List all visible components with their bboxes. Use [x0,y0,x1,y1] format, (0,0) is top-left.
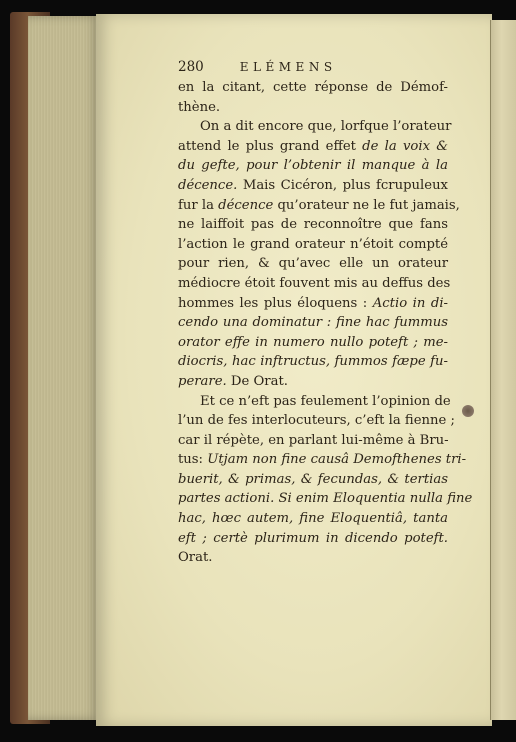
line-text: De Orat. [226,373,288,389]
text-line [178,450,467,470]
line-text-italic: buerit, & primas, & fecundas, & tertias [178,471,448,487]
line-text: tus: [178,452,208,468]
line-text: pour rien, & qu’avec elle un orateur [178,256,448,272]
page-text [178,58,473,568]
text-line [178,392,451,412]
text-line [178,98,448,118]
text-line [178,529,448,549]
text-line [178,274,451,294]
line-text: fur la [178,197,219,213]
text-line [178,254,448,274]
text-line [178,352,448,372]
running-head [178,58,448,78]
text-line [178,313,448,333]
text-line [178,372,448,392]
line-text: l’action le grand orateur n’étoit compté [178,236,448,252]
line-text: Mais Cicéron, plus fcrupuleux [237,177,448,193]
line-text-italic: du gefte, pour l’obtenir il manque à la [178,158,448,174]
text-line [178,333,448,353]
text-line [178,137,448,157]
running-title: ELÉMENS [239,60,337,74]
line-text: Orat. [178,550,213,566]
line-text: thène. [178,99,221,115]
text-line [178,411,455,431]
line-text: hommes les plus éloquens : [178,295,373,311]
line-text: attend le plus grand effet [178,138,363,154]
page-stack-edges [28,16,100,720]
line-text-italic: partes actioni. Si enim Eloquentia nulla fine [178,491,473,507]
line-text-italic: hac, hœc autem, fine Eloquentiâ, tanta [178,511,448,527]
text-line [178,509,448,529]
line-text-italic: décence. [178,177,238,193]
line-text: médiocre étoit fouvent mis au deffus des [178,275,451,291]
text-line [178,431,448,451]
line-text-italic: cendo una dominatur : fine hac fummus [178,315,448,331]
line-text-italic: décence [218,197,274,213]
line-text: Et ce n’eft pas feulement l’opinion de [200,393,451,409]
text-line [178,294,448,314]
line-text: en la citant, cette réponse de Démof- [178,80,448,95]
paper-hole [462,405,474,417]
line-text: ne laiffoit pas de reconnoître que fans [178,217,448,233]
text-line [178,548,448,568]
text-line [178,235,448,255]
line-text: qu’orateur ne le fut jamais, [273,197,460,213]
line-text-italic: Actio in di- [372,295,449,311]
line-text-italic: orator effe in numero nullo poteft ; me- [178,334,448,350]
facing-page-edge [490,20,516,720]
text-line [178,489,473,509]
line-text-italic: eft ; certè plurimum in dicendo poteft. [178,530,448,546]
line-text: On a dit encore que, lorfque l’orateur [200,119,452,135]
line-text: car il répète, en parlant lui-même à Bru- [178,432,449,448]
text-line [178,117,452,137]
page-number: 280 [178,59,204,75]
text-line [178,176,448,196]
text-line [178,78,448,98]
line-text-italic: Utjam non fine causâ Demofthenes tri- [207,452,467,468]
line-text-italic: de la voix & [362,138,448,154]
text-line [178,215,448,235]
text-line [178,196,460,216]
line-text-italic: perare. [178,373,227,389]
line-text: l’un de fes interlocuteurs, c’eft la fienne ; [178,413,455,429]
line-text-italic: diocris, hac inftructus, fummos fæpe fu- [178,354,448,370]
text-line [178,156,448,176]
text-line [178,470,448,490]
